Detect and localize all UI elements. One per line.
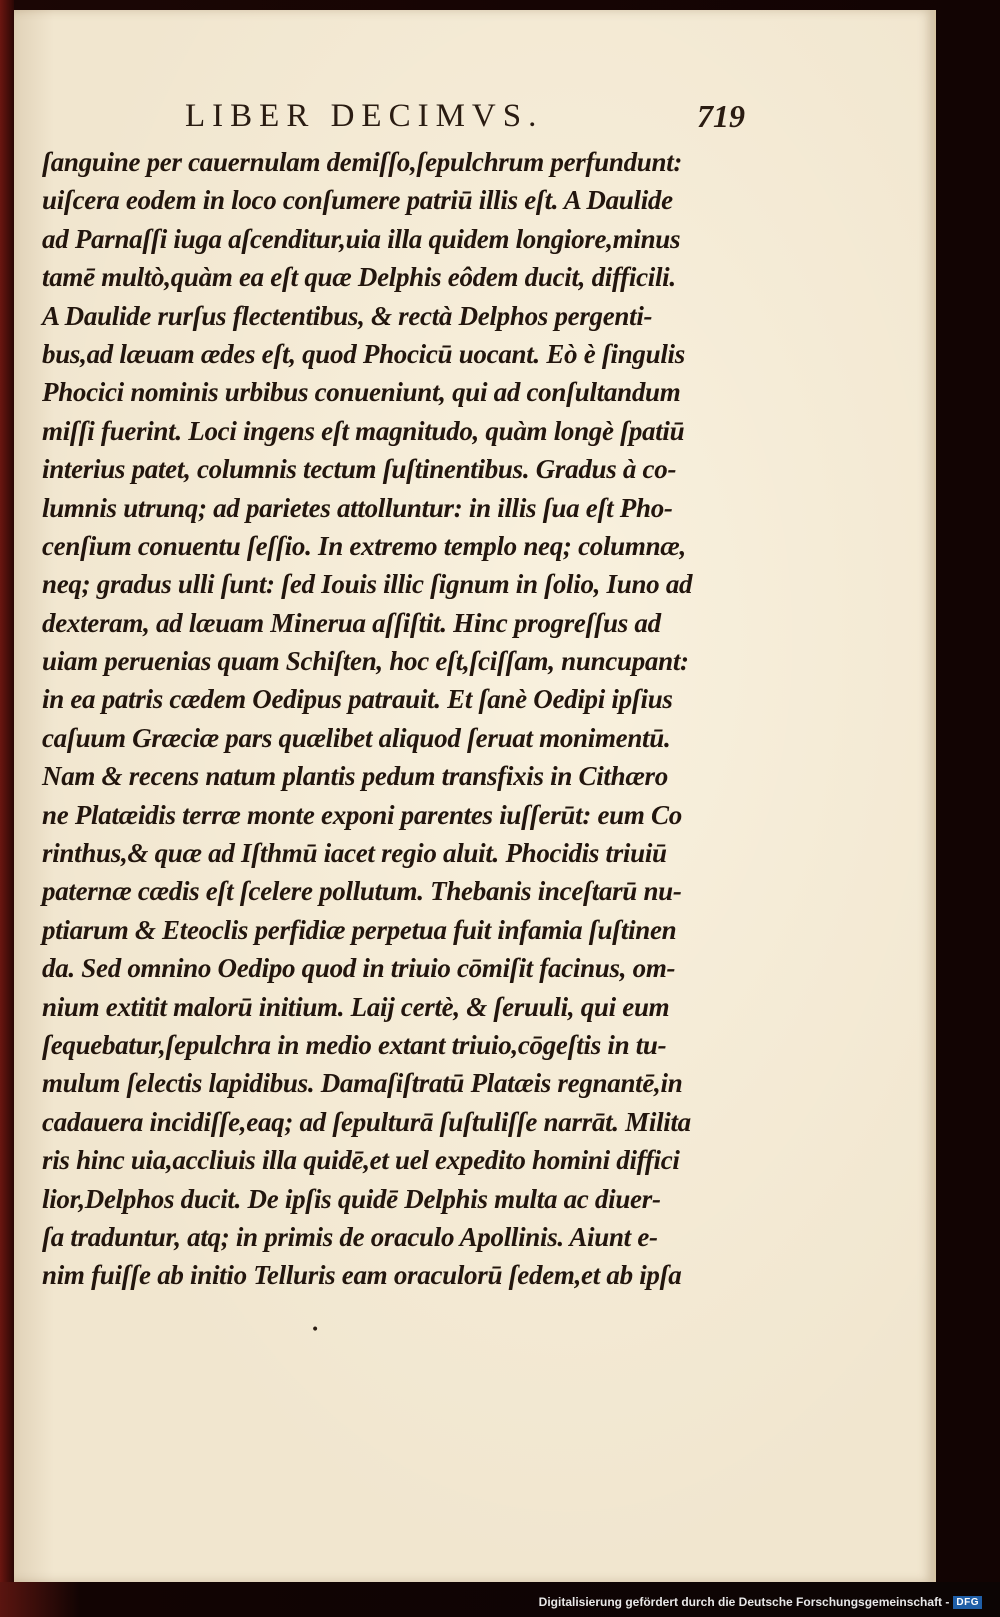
text-line: Phocici nominis urbibus conueniunt, qui ad conſultandum <box>42 377 681 408</box>
text-line: nium extitit malorū initium. Laij certè, & ſeruuli, qui eum <box>42 991 670 1022</box>
text-line: ris hinc uia,accliuis illa quidē,et uel expedito homini diffici <box>42 1145 680 1176</box>
text-line: in ea patris cædem Oedipus patrauit. Et ſanè Oedipi ipſius <box>42 684 673 715</box>
text-line: nim fuiſſe ab initio Telluris eam oraculorū ſedem,et ab ipſa <box>42 1260 682 1291</box>
credit-text: Digitalisierung gefördert durch die Deutsche Forschungsgemeinschaft - <box>538 1595 950 1609</box>
text-line: ptiarum & Eteoclis perfidiæ perpetua fuit infamia ſuſtinen <box>42 914 677 945</box>
text-line: uiam peruenias quam Schiſten, hoc eſt,ſciſſam, nuncupant: <box>42 646 689 677</box>
text-line: dexteram, ad læuam Minerua aſſiſtit. Hinc progreſſus ad <box>42 607 661 638</box>
text-line: Nam & recens natum plantis pedum transfixis in Cithæro <box>42 761 668 792</box>
text-line: lior,Delphos ducit. De ipſis quidē Delphis multa ac diuer- <box>42 1183 661 1214</box>
body-text <box>42 143 712 1295</box>
text-line: tamē multò,quàm ea eſt quæ Delphis eôdem ducit, difficili. <box>42 262 676 293</box>
text-line: caſuum Græciæ pars quælibet aliquod ſeruat monimentū. <box>42 722 671 753</box>
text-line: mulum ſelectis lapidibus. Damaſiſtratū Platæis regnantē,in <box>42 1068 683 1099</box>
text-line: cadauera incidiſſe,eaq; ad ſepulturā ſuſtuliſſe narrāt. Milita <box>42 1106 691 1137</box>
text-line: lumnis utrunq; ad parietes attolluntur: in illis ſua eſt Pho- <box>42 492 673 523</box>
running-head-title: LIBER DECIMVS. <box>185 97 544 134</box>
text-line: paternæ cædis eſt ſcelere pollutum. Thebanis inceſtarū nu- <box>42 876 682 907</box>
text-line: ſequebatur,ſepulchra in medio extant triuio,cōgeſtis in tu- <box>42 1029 667 1060</box>
text-line: da. Sed omnino Oedipo quod in triuio cōmiſit facinus, om- <box>42 953 676 984</box>
ink-dot: • <box>311 1322 320 1338</box>
book-edge <box>0 0 14 1582</box>
text-line: cenſium conuentu ſeſſio. In extremo templo neq; columnæ, <box>42 530 686 561</box>
text-line: bus,ad læuam ædes eſt, quod Phocicū uocant. Eò è ſingulis <box>42 338 685 369</box>
text-line: ſanguine per cauernulam demiſſo,ſepulchrum perfundunt: <box>42 147 683 177</box>
running-header <box>185 96 745 136</box>
text-line: interius patet, columnis tectum ſuſtinentibus. Gradus à co- <box>42 454 677 485</box>
dfg-logo: DFG <box>953 1596 982 1609</box>
text-line: miſſi fuerint. Loci ingens eſt magnitudo, quàm longè ſpatiū <box>42 415 685 446</box>
text-line: ad Parnaſſi iuga aſcenditur,uia illa quidem longiore,minus <box>42 223 681 254</box>
text-line: rinthus,& quæ ad Iſthmū iacet regio aluit. Phocidis triuiū <box>42 838 667 869</box>
text-line: uiſcera eodem in loco conſumere patriū illis eſt. A Daulide <box>42 185 673 216</box>
text-line: ſa traduntur, atq; in primis de oraculo Apollinis. Aiunt e- <box>42 1221 658 1252</box>
digitization-credit <box>539 1592 982 1612</box>
page-number: 719 <box>697 97 745 134</box>
text-line: neq; gradus ulli ſunt: ſed Iouis illic ſignum in ſolio, Iuno ad <box>42 569 693 600</box>
text-line: ne Platæidis terræ monte exponi parentes iuſſerūt: eum Co <box>42 799 682 830</box>
text-line: A Daulide rurſus flectentibus, & rectà Delphos pergenti- <box>42 300 653 331</box>
